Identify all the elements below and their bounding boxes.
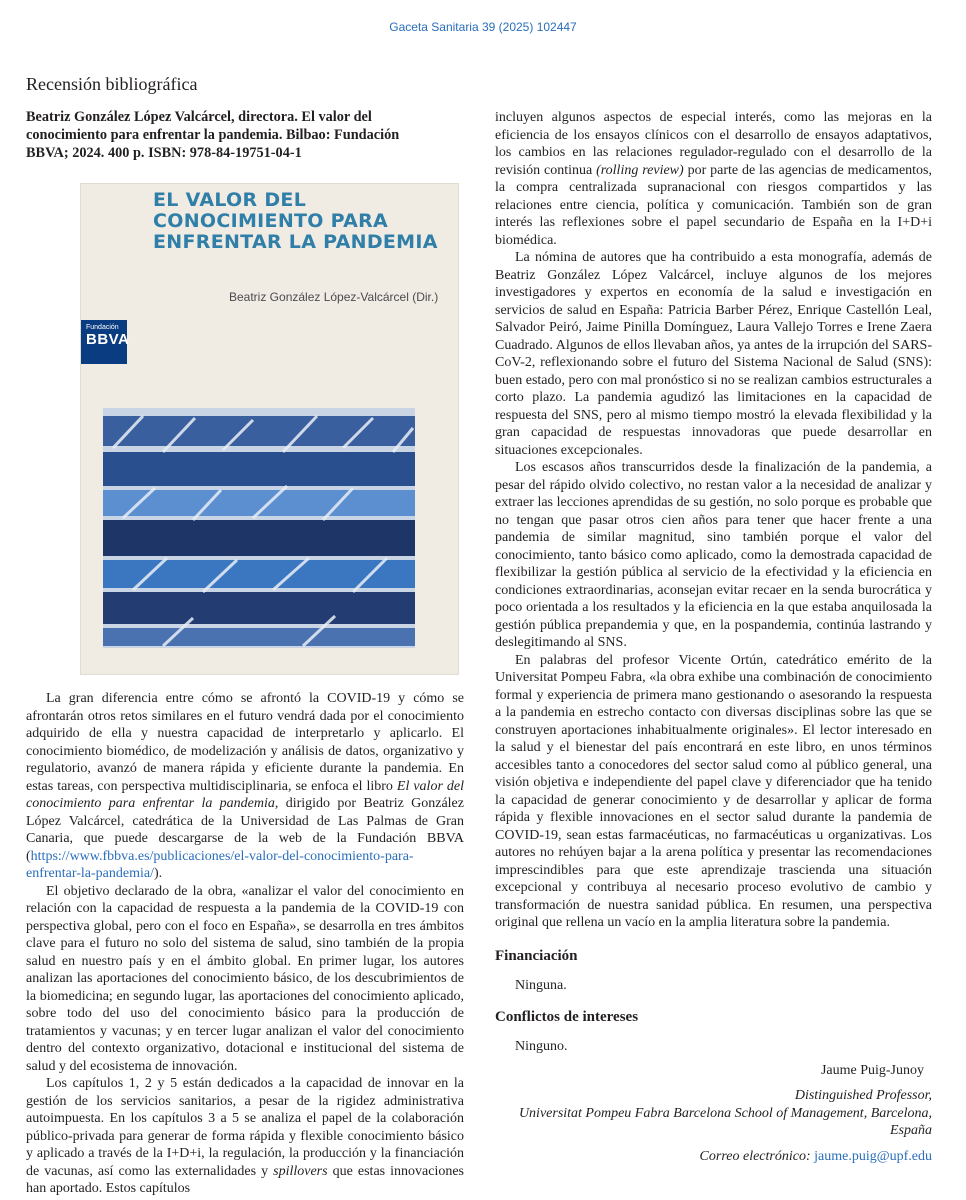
left-column-body bbox=[26, 690, 464, 1198]
conflicts-text: Ninguno. bbox=[515, 1039, 568, 1054]
author-name: Jaume Puig-Junoy bbox=[820, 1062, 924, 1078]
book-cover-image bbox=[80, 183, 459, 675]
cover-title-line-1: EL VALOR DEL bbox=[153, 189, 307, 211]
cover-title-line-2: CONOCIMIENTO PARA bbox=[153, 210, 389, 232]
section-label: Recensión bibliográfica bbox=[26, 74, 198, 94]
book-title-italic: El valor del conocimiento para enfrentar la pandemia bbox=[26, 778, 464, 811]
logo-text-top: Fundación bbox=[86, 324, 119, 331]
book-download-link[interactable]: https://www.fbbva.es/publicaciones/el-valor-del-conocimiento-para-enfrentar-la-pandemia/ bbox=[26, 848, 414, 881]
cover-artwork bbox=[103, 408, 415, 648]
journal-header[interactable]: Gaceta Sanitaria 39 (2025) 102447 bbox=[389, 20, 577, 34]
paragraph-chapters-continued: incluyen algunos aspectos de especial interés, como las mejoras en la eficiencia de los ensayos clínicos con el desarrollo de ensayos adaptativos, los cambios en las relaciones regulador-regulado con el desarrollo de la revisión continua (rolling review) por parte de las agencias de medicamentos, la compra centralizada supranacional con riesgos compartidos y las relaciones entre ciencia, política y comunicación. También son de gran interés las reflexiones sobre el papel secundario de España en la I+D+i biomédica. bbox=[495, 110, 933, 248]
fundacion-bbva-logo bbox=[81, 320, 130, 364]
paragraph-authors: La nómina de autores que ha contribuido a esta monografía, además de Beatriz González López Valcárcel, incluye algunos de los mejores investigadores y expertos en economía de la salud e investigación en servicios de salud en España: Patricia Barber Pérez, Enrique Castellón Leal, Salvador Peiró, Jaime Pinilla Domínguez, Laura Vallejo Torres e Irene Zaera Cuadrado. Algunos de ellos llevaban años, ya antes de la irrupción del SARS-CoV-2, reflexionando sobre el futuro del Sistema Nacional de Salud (SNS): buen estado, pero con mal pronóstico si no se realizan cambios estructurales a corto plazo. La pandemia agudizó las limitaciones en la capacidad de respuesta del SNS, pero al mismo tiempo mostró la elevada flexibilidad y la gran capacidad de respuestas innovadoras que puede desarrollar en situaciones excepcionales. bbox=[495, 250, 932, 458]
funding-text: Ninguna. bbox=[515, 978, 567, 993]
paragraph-quote: En palabras del profesor Vicente Ortún, catedrático emérito de la Universitat Pompeu Fabra, «la obra exhibe una combinación de conocimiento formal y experiencia de primera mano gestionando o asesorando la respuesta a la pandemia en estrecho contacto con diversas disciplinas sobre las que se construyen aportaciones inhabitualmente originales». El lector interesado en la salud y el bienestar del país encontrará en este libro, en unos términos accesibles tanto a conocedores del sector salud como al público general, una visión objetiva e independiente del papel clave y diferenciador que ha tenido la capacidad de generar conocimiento y de desarrollar y aplicar de forma rápida y flexible innovaciones en el sector salud durante la pandemia de COVID-19, sean estas farmacéuticas, no farmacéuticas u organizativas. Los autores no rehúyen bajar a la arena política y presentar las recomendaciones imprescindibles para que este aprendizaje trascienda una situación excepcional y contribuya al necesario proceso evolutivo de cambio y transformación de nuestra sanidad pública. En resumen, una perspectiva original que rellena un vacío en la amplia literatura sobre la pandemia. bbox=[495, 652, 932, 930]
affiliation-line-1: Universitat Pompeu Fabra Barcelona School of Management, Barcelona, bbox=[518, 1105, 932, 1121]
funding-heading: Financiación bbox=[495, 947, 578, 964]
cover-title bbox=[153, 190, 453, 253]
cover-title-line-3: ENFRENTAR LA PANDEMIA bbox=[153, 231, 438, 253]
conflicts-heading: Conflictos de intereses bbox=[495, 1008, 639, 1025]
bibliographic-reference: Beatriz González López Valcárcel, directora. El valor del conocimiento para enfrentar la pandemia. Bilbao: Fundación BBVA; 2024. 400 p. ISBN: 978-84-19751-04-1 bbox=[26, 109, 400, 161]
paragraph-lessons: Los escasos años transcurridos desde la finalización de la pandemia, a pesar del rápido olvido colectivo, no restan valor a la necesidad de analizar y extraer las lecciones aprendidas de su gestión, no solo porque es probable que no tengan que pasar otros cien años para tener que hacer frente a una pandemia de similar magnitud, sino también porque el valor del conocimiento, tanto básico como aplicado, como la demostrada capacidad de flexibilizar la gestión pública al servicio de la efectividad y la eficiencia en condiciones extraordinarias, aconsejan evitar recaer en la senda burocrática y poco orientada a los resultados y la eficiencia en la que estaba anquilosada la gestión pública prepandemia y que, en la pospandemia, continúa lastrando y deslegitimando al SNS. bbox=[495, 460, 932, 650]
cover-author: Beatriz González López-Valcárcel (Dir.) bbox=[229, 290, 439, 304]
paragraph-intro: La gran diferencia entre cómo se afrontó la COVID-19 y cómo se afrontarán otros retos similares en el futuro vendrá dada por el conocimiento adquirido de ella y nuestra capacidad de interpretarlo y aplicarlo. El conocimiento biomédico, de modelización y análisis de datos, organizativo y regulatorio, avanzó de manera rápida y eficiente durante la pandemia. En estas tareas, con perspectiva multidisciplinaria, se enfoca el libro El valor del conocimiento para enfrentar la pandemia, dirigido por Beatriz González López Valcárcel, catedrática de la Universidad de Las Palmas de Gran Canaria, que puede descargarse de la web de la Fundación BBVA (https://www.fbbva.es/publicaciones/el-valor-del-conocimiento-para-enfrentar-la-pandemia/). bbox=[26, 691, 464, 881]
paragraph-objective: El objetivo declarado de la obra, «analizar el valor del conocimiento en relación con la capacidad de respuesta a la pandemia de la COVID-19 con perspectiva global, pero con el foco en España», se desarrolla en tres ámbitos clave para el futuro no solo del sistema de salud, sino también de la propia salud en nuestro país y en el ámbito global. En primer lugar, los autores analizan las aportaciones del conocimiento básico, de los descubrimientos de la biomedicina; en segundo lugar, las aportaciones del conocimiento aplicado, sobre todo del uso del conocimiento básico para la producción de tratamientos y vacunas; y en tercer lugar analizan el valor del conocimiento dentro del contexto organizativo, dotacional e institucional del sistema de salud y del ecosistema de innovación. bbox=[26, 883, 464, 1074]
email-line bbox=[495, 1148, 932, 1166]
email-link[interactable]: jaume.puig@upf.edu bbox=[814, 1148, 932, 1164]
logo-text-bottom: BBVA bbox=[86, 331, 130, 348]
right-column-body bbox=[495, 109, 932, 1165]
paragraph-chapters: Los capítulos 1, 2 y 5 están dedicados a la capacidad de innovar en la gestión de los servicios sanitarios, a pesar de la rigidez administrativa autoimpuesta. En los capítulos 3 a 5 se analiza el papel de la colaboración público-privada para generar de forma rápida y flexible conocimiento básico y aplicado a través de la I+D+i, la regulación, la producción y la financiación de vacunas, así como las externalidades y spillovers que estas innovaciones han aportado. Estos capítulos bbox=[26, 1076, 465, 1196]
email-label: Correo electrónico: bbox=[699, 1148, 815, 1164]
author-title: Distinguished Professor, bbox=[794, 1088, 932, 1103]
affiliation-line-2: España bbox=[890, 1123, 932, 1138]
